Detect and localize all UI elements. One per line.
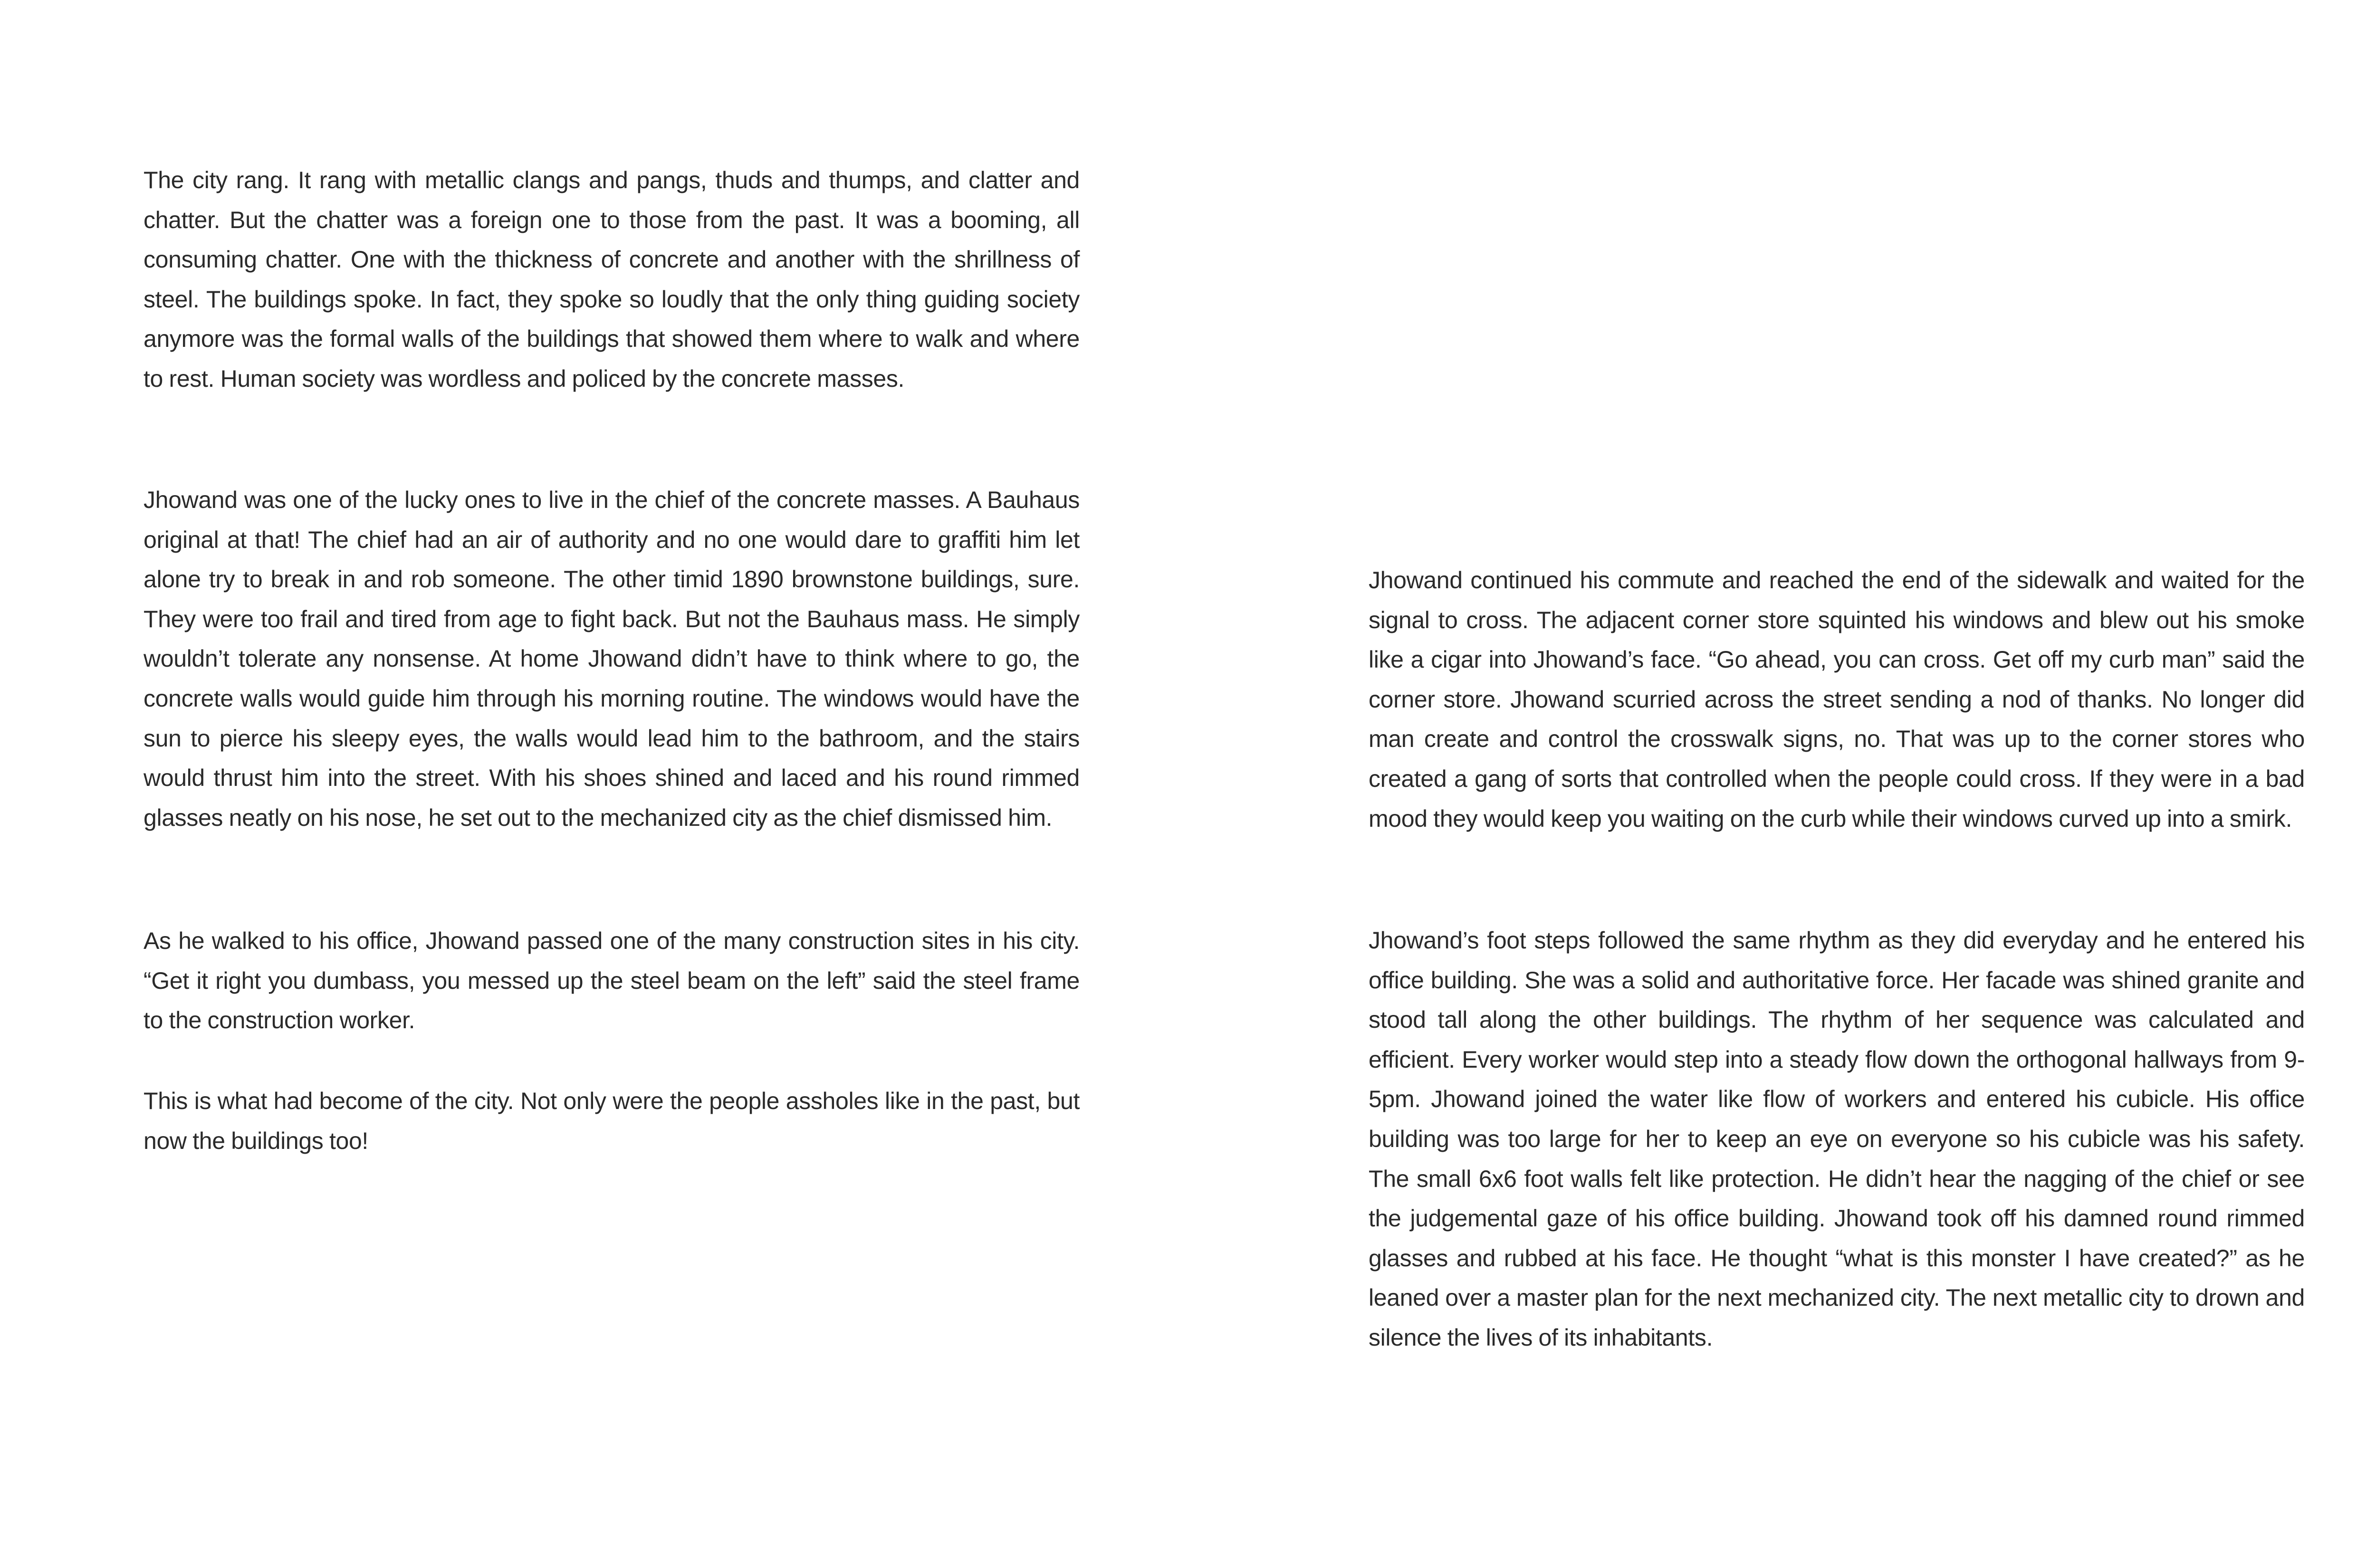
paragraph-construction-site: As he walked to his office, Jhowand passed one of the many construction sites in his city. “Get it right you dumbass, you messed up the steel beam on the left” said the steel frame to the construction worker. [144, 927, 1080, 1034]
paragraph-city-rang: The city rang. It rang with metallic clangs and pangs, thuds and thumps, and clatter and chatter. But the chatter was a foreign one to those from the past. It was a booming, all consuming chatter. One with the thickness of concrete and another with the shrillness of steel. The buildings spoke. In fact, they spoke so loudly that the only thing guiding society anymore was the formal walls of the buildings that showed them where to walk and where to rest. Human society was wordless and policed by the concrete masses. [144, 167, 1080, 392]
paragraph-office-building: Jhowand’s foot steps followed the same rhythm as they did everyday and he entered his office building. She was a solid and authoritative force. Her facade was shined granite and stood tall along the other buildings. The rhythm of her sequence was calculated and efficient. Every worker would step into a steady flow down the orthogonal hallways from 9-5pm. Jhowand joined the water like flow of workers and entered his cubicle. His office building was too large for her to keep an eye on everyone so his cubicle was his safety. The small 6x6 foot walls felt like protection. He didn’t hear the nagging of the chief or see the judgemental gaze of his office building. Jhowand took off his damned round rimmed glasses and rubbed at his face. He thought “what is this monster I have created?” as he leaned over a master plan for the next mechanized city. The next metallic city to drown and silence the lives of its inhabitants. [1369, 927, 2305, 1351]
paragraph-commute: Jhowand continued his commute and reached the end of the sidewalk and waited for the signal to cross. The adjacent corner store squinted his windows and blew out his smoke like a cigar into Jhowand’s face. “Go ahead, you can cross. Get off my curb man” said the corner store. Jhowand scurried across the street sending a nod of thanks. No longer did man create and control the crosswalk signs, no. That was up to the corner stores who created a gang of sorts that controlled when the people could cross. If they were in a bad mood they would keep you waiting on the curb while their windows curved up into a smirk. [1369, 567, 2305, 832]
paragraph-city-become: This is what had become of the city. Not only were the people assholes like in the past, but now the buildings too! [144, 1088, 1080, 1154]
right-page [1212, 0, 2376, 1568]
paragraph-jhowand-home: Jhowand was one of the lucky ones to live in the chief of the concrete masses. A Bauhaus original at that! The chief had an air of authority and no one would dare to graffiti him let alone try to break in and rob someone. The other timid 1890 brownstone buildings, sure. They were too frail and tired from age to fight back. But not the Bauhaus mass. He simply wouldn’t tolerate any nonsense. At home Jhowand didn’t have to think where to go, the concrete walls would guide him through his morning routine. The windows would have the sun to pierce his sleepy eyes, the walls would lead him to the bathroom, and the stairs would thrust him into the street. With his shoes shined and laced and his round rimmed glasses neatly on his nose, he set out to the mechanized city as the chief dismissed him. [144, 487, 1080, 831]
